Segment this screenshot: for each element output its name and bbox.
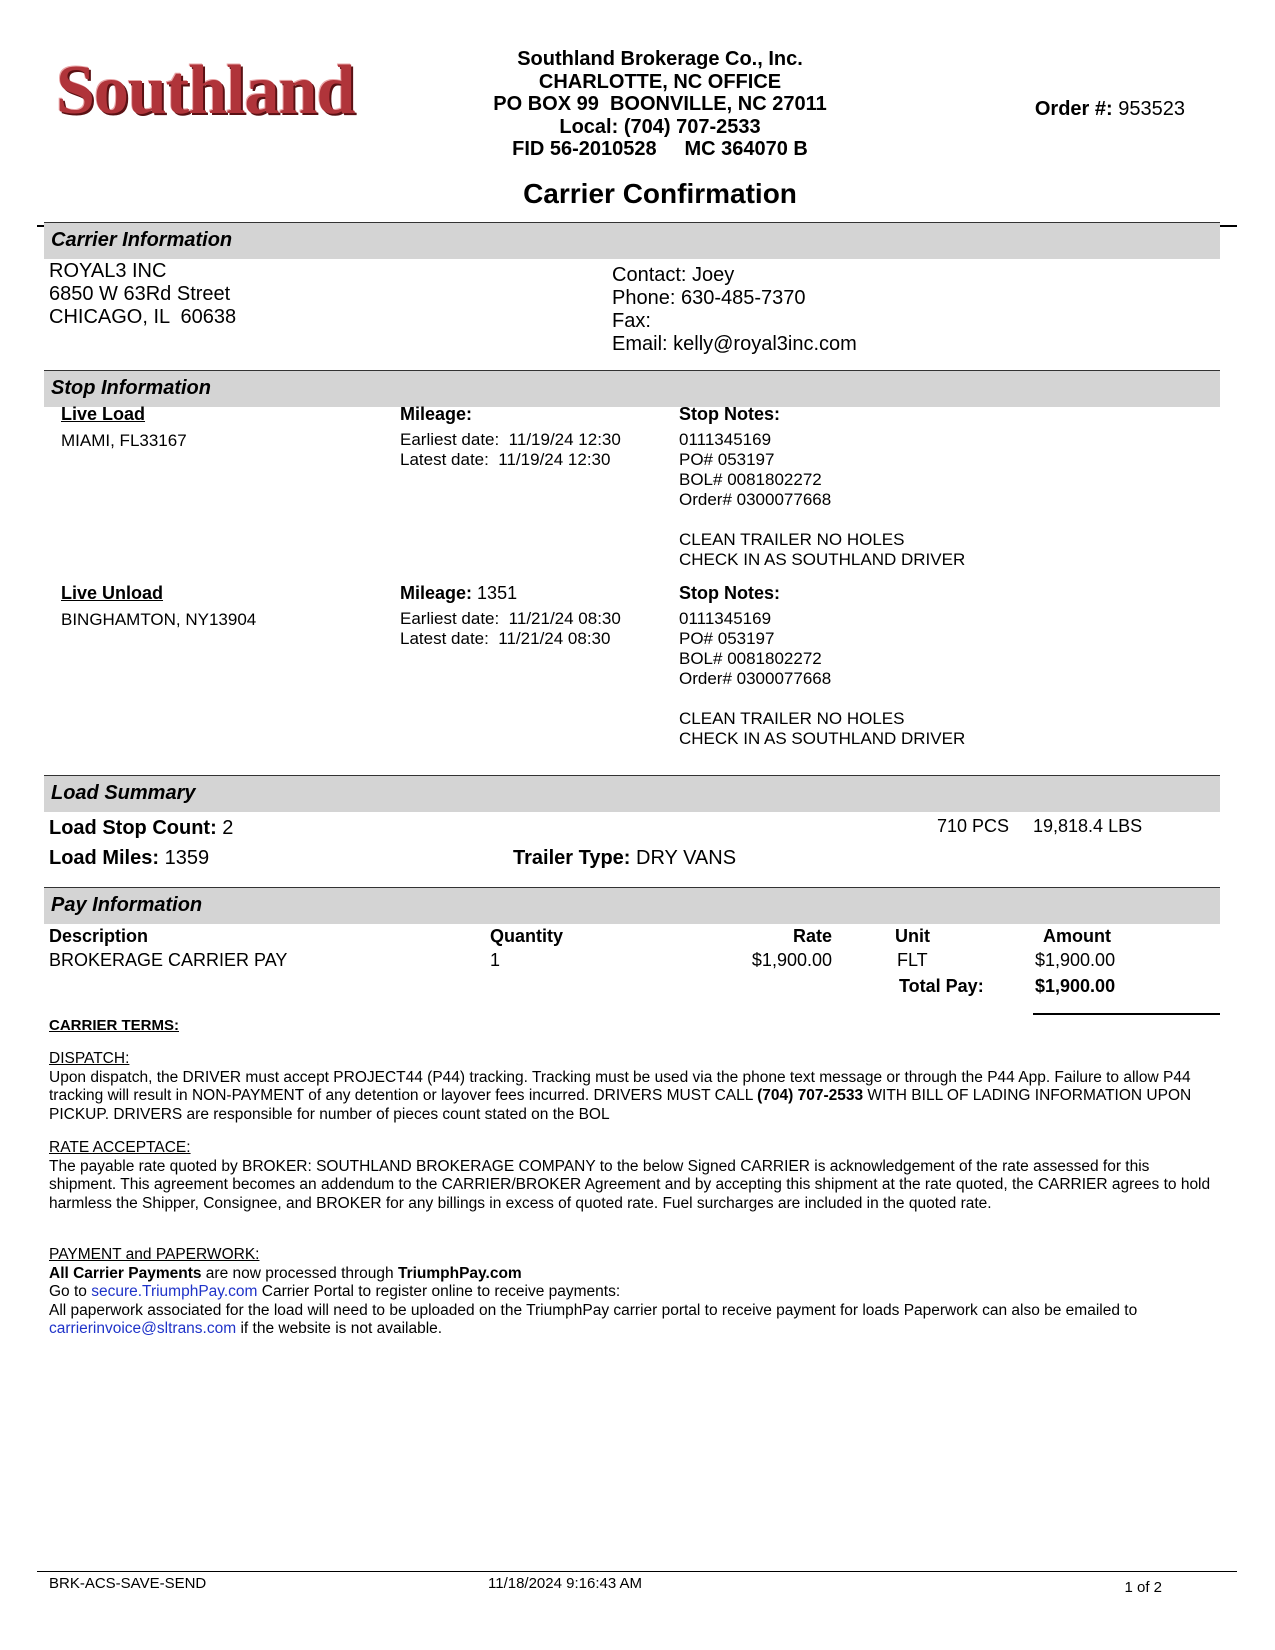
- piece-count: 710 PCS: [937, 816, 1010, 836]
- company-ids: FID 56-2010528 MC 364070 B: [512, 138, 808, 161]
- note-line: PO# 053197: [679, 629, 775, 648]
- footer-timestamp: 11/18/2024 9:16:43 AM: [488, 1575, 643, 1592]
- note-line: Order# 0300077668: [679, 669, 832, 688]
- paperwork-rest: if the website is not available.: [236, 1320, 443, 1337]
- carrier-contact: [612, 264, 857, 356]
- triumphpay-link[interactable]: secure.TriumphPay.com: [91, 1283, 258, 1300]
- order-label: Order #:: [1034, 98, 1113, 120]
- payment-text: are now processed through: [201, 1264, 398, 1282]
- document-title: Carrier Confirmation: [523, 178, 797, 209]
- stop-2-notes: [679, 609, 965, 749]
- carrier-terms-title: CARRIER TERMS:: [49, 1017, 179, 1034]
- payment-bold: All Carrier Payments: [49, 1264, 202, 1282]
- col-amount: Amount: [1043, 926, 1111, 946]
- company-address-block: [450, 48, 870, 161]
- weight: 19,818.4 LBS: [1033, 816, 1143, 836]
- dispatch-text-part: WITH BILL OF LADING INFORMATION UPON PICKUP. DRIVERS are responsible for number of pieces count stated on the BOL: [49, 1087, 1192, 1123]
- carrier-contact-name: Contact: Joey: [612, 264, 735, 286]
- pay-row-description: BROKERAGE CARRIER PAY: [49, 950, 288, 970]
- load-miles-value: 1359: [164, 847, 210, 869]
- trailer-type-label: Trailer Type:: [513, 847, 631, 869]
- stop-2-notes-label: Stop Notes:: [679, 583, 780, 603]
- pay-row-rate: $1,900.00: [751, 950, 832, 970]
- footer-page-number: 1 of 2: [1124, 1579, 1162, 1596]
- carrier-city: CHICAGO, IL 60638: [49, 306, 237, 328]
- order-number: 953523: [1118, 98, 1185, 120]
- stop-2-location: BINGHAMTON, NY13904: [61, 610, 257, 629]
- note-line: [679, 689, 965, 709]
- goto-rest: Carrier Portal to register online to receive payments:: [257, 1283, 621, 1300]
- footer-divider: [37, 1571, 1237, 1572]
- paperwork-line: [49, 1302, 1219, 1339]
- company-phone: Local: (704) 707-2533: [559, 115, 761, 138]
- rate-text: The payable rate quoted by BROKER: SOUTHLAND BROKERAGE COMPANY to the below Signed CARRIER is acknowledgement of the rate assessed for this shipment. This agreement becomes an addendum to the CARRIER/BROKER Agreement and by accepting this shipment at the rate quoted, the CARRIER agrees to hold harmless the Shipper, Consignee, and BROKER for any billings in excess of quoted rate. Fuel surcharges are included in the quoted rate.: [49, 1157, 1211, 1212]
- pay-row-amount: $1,900.00: [1035, 950, 1116, 970]
- col-unit: Unit: [895, 926, 930, 946]
- total-pay-value: $1,900.00: [1035, 976, 1116, 996]
- section-title: Stop Information: [51, 377, 211, 399]
- note-line: CHECK IN AS SOUTHLAND DRIVER: [679, 729, 966, 748]
- dispatch-text: [49, 1069, 1219, 1125]
- note-line: BOL# 0081802272: [679, 470, 822, 489]
- stop-1-type: Live Load: [61, 404, 146, 424]
- carrier-info-header: [44, 222, 1220, 259]
- note-line: CLEAN TRAILER NO HOLES: [679, 530, 905, 549]
- trailer-type-value: DRY VANS: [636, 847, 737, 869]
- company-po-box: PO BOX 99 BOONVILLE, NC 27011: [493, 93, 827, 116]
- note-line: CHECK IN AS SOUTHLAND DRIVER: [679, 550, 966, 569]
- payment-line: [49, 1265, 1219, 1284]
- stop-2-earliest: Earliest date: 11/21/24 08:30: [400, 609, 621, 628]
- total-pay-label: Total Pay:: [899, 976, 984, 996]
- total-divider: [1033, 1013, 1220, 1015]
- col-quantity: Quantity: [490, 926, 564, 946]
- note-line: CLEAN TRAILER NO HOLES: [679, 709, 905, 728]
- mileage-label: Mileage:: [400, 404, 473, 424]
- carrier-name: ROYAL3 INC: [49, 260, 167, 282]
- payment-title: PAYMENT and PAPERWORK:: [49, 1246, 260, 1263]
- company-name: Southland Brokerage Co., Inc.: [517, 48, 803, 70]
- stop-1-mileage: [400, 404, 472, 425]
- rate-terms: [49, 1139, 1219, 1213]
- stop-2-dates: [400, 609, 621, 649]
- paperwork-text: All paperwork associated for the load will need to be uploaded on the TriumphPay carrier portal to receive payment for loads Paperwork can also be emailed to: [49, 1301, 1138, 1319]
- carrier-email: Email: kelly@royal3inc.com: [612, 333, 857, 355]
- carrier-phone: Phone: 630-485-7370: [612, 287, 806, 309]
- trailer-type: [513, 847, 736, 870]
- stop-2-latest: Latest date: 11/21/24 08:30: [400, 629, 611, 648]
- mileage-value: 1351: [477, 583, 518, 603]
- col-rate: Rate: [792, 926, 832, 946]
- section-title: Pay Information: [51, 894, 203, 916]
- pay-row-quantity: 1: [490, 950, 501, 970]
- carrier-fax: Fax:: [612, 310, 651, 332]
- payment-terms: [49, 1246, 1219, 1339]
- stop-1-notes: [679, 430, 965, 570]
- stop-info-header: [44, 370, 1220, 407]
- company-logo: Southland: [56, 52, 355, 129]
- load-stop-count: [49, 817, 233, 840]
- carrier-street: 6850 W 63Rd Street: [49, 283, 231, 305]
- section-title: Carrier Information: [51, 229, 233, 251]
- load-miles-label: Load Miles:: [49, 847, 160, 869]
- goto-text: Go to: [49, 1283, 92, 1300]
- section-title: Load Summary: [51, 782, 196, 804]
- company-office: CHARLOTTE, NC OFFICE: [538, 70, 782, 93]
- note-line: PO# 053197: [679, 450, 775, 469]
- goto-line: [49, 1283, 1219, 1302]
- pay-row-unit: FLT: [897, 950, 928, 970]
- stop-count-value: 2: [222, 817, 234, 839]
- note-line: Order# 0300077668: [679, 490, 832, 509]
- stop-1-notes-label: Stop Notes:: [679, 404, 780, 424]
- stop-1-earliest: Earliest date: 11/19/24 12:30: [400, 430, 621, 449]
- pay-info-header: [44, 887, 1220, 924]
- load-miles: [49, 847, 209, 870]
- footer-form-id: BRK-ACS-SAVE-SEND: [49, 1575, 207, 1592]
- carrier-address: [49, 260, 236, 329]
- stop-count-label: Load Stop Count:: [49, 817, 217, 839]
- stop-2-mileage: [400, 583, 517, 604]
- order-number-block: [1035, 98, 1185, 121]
- note-line: BOL# 0081802272: [679, 649, 822, 668]
- load-summary-header: [44, 775, 1220, 812]
- note-line: [679, 510, 965, 530]
- mileage-label: Mileage:: [400, 583, 473, 603]
- stop-2-type: Live Unload: [61, 583, 164, 603]
- note-line: 0111345169: [679, 430, 772, 449]
- invoice-email-link[interactable]: carrierinvoice@sltrans.com: [49, 1320, 237, 1337]
- stop-1-location: MIAMI, FL33167: [61, 431, 187, 450]
- dispatch-title: DISPATCH:: [49, 1050, 130, 1067]
- dispatch-text-part: Upon dispatch, the DRIVER must accept PROJECT44 (P44) tracking. Tracking must be used via the phone text message or through the P44 App. Failure to allow P44 tracking will result in NON-PAYMENT of any detention or layover fees incurred. DRIVERS MUST CALL: [49, 1068, 1191, 1104]
- dispatch-terms: [49, 1050, 1219, 1124]
- dispatch-phone: (704) 707-2533: [757, 1087, 864, 1104]
- triumphpay-name: TriumphPay.com: [397, 1264, 522, 1282]
- rate-title: RATE ACCEPTACE:: [49, 1139, 191, 1156]
- col-description: Description: [49, 926, 149, 946]
- note-line: 0111345169: [679, 609, 772, 628]
- stop-1-dates: [400, 430, 621, 470]
- stop-1-latest: Latest date: 11/19/24 12:30: [400, 450, 611, 469]
